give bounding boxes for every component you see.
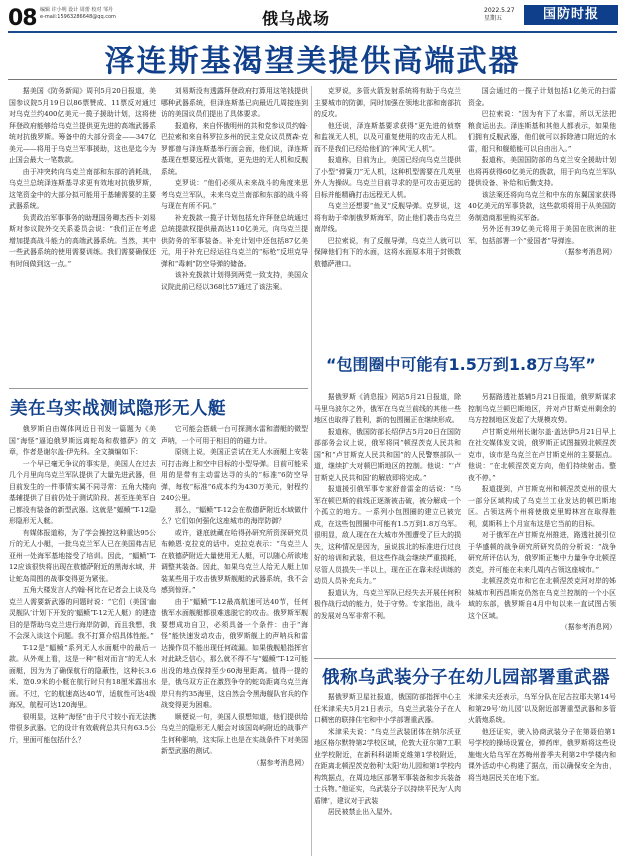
article5-paragraph: 他还证实，驶入协商武装分子在第聂伯第1号学校的操场设置仓，弹药库，俄罗斯将这些设施炮火给乌军在苏梅州普季夫利第2中学楼内和课外活动中心构建了据点，而以确保安全为由，将当地居民关在地下室。	[468, 727, 616, 782]
article2-col2	[161, 424, 308, 856]
article2-paragraph: 一个早已毫无争议的事实是，美国人在过去几个月里向乌克兰军队提供了大量先进武器，但目前发生的一件事情实属不同寻常：五角大楼向基辅提供了目前仍处于测试阶段、甚至连美军自己都没有装备的新型武器。这就是“蝠鲼”T-12隐形隐形无人艇。	[9, 459, 156, 525]
issue-date	[484, 7, 515, 23]
email-line: e-mail:15963286648@qq.com	[40, 14, 116, 20]
article2-source: （据参考消息网）	[252, 758, 308, 767]
article5-paragraph: 米津采夫还表示，乌军分队在尼古拉耶夫第14号和第29号‘幼儿园’以及附近部署重型武器和多管火箭炮系统。	[468, 693, 616, 724]
staff-line: 编辑 许小明 设计 周蕾 校对 邹丹	[40, 7, 113, 13]
article2-paragraph: 由于“蝠鲼”T-12最高航速可达40节，任何俄军水面舰艇都很难逃脱它的攻击。俄罗斯军舰要想成功自卫，必须具备一个条件：由于“海怪”能快速发动攻击，俄罗斯舰上的声呐兵和雷达操作员不能出现任何疏漏。如果俄舰船指挥官对此缺乏信心，那么就不得不与“蝠鲼”T-12可能出没的地点保持至少60海里距离。值得一提的是，俄乌双方正在激烈争夺的蛇岛距离乌克兰海岸只有约35海里，这自然会令黑海舰队官兵的作战变得更为困难。	[161, 597, 308, 709]
divider	[314, 658, 616, 659]
article4-paragraph: 卢甘斯克州州长谢尔盖·盖达伊5月21日早上在社交媒体发文说，俄罗斯正试图摧毁北顿涅茨克市，该市是乌克兰在卢甘斯克州的主要据点。他说：“在北顿涅茨克方向，他们持续射击。整夜不停。”	[468, 427, 616, 482]
article1-paragraph: 补充拨款一揽子计划包括允许拜登总统通过总统提款权提供最高达110亿美元，向乌克兰提供防务的军事装备。补充计划中还包括87亿美元，用于补充已经运往乌克兰的“标枪”反坦克导弹和“毒刺”防空导弹的储备。	[161, 213, 308, 268]
article4-paragraph: 报道提到，卢甘斯克州和顿涅茨克州的很大一部分区域构成了乌克兰工业发达的顿巴斯地区。占领这两个州将使俄克里姆林宫在取得胜利，莫斯科上个月宣布这是它当前的目标。	[468, 485, 616, 528]
header-rule	[8, 31, 617, 33]
page-header	[0, 0, 625, 32]
article1-paragraph: 刘易斯没有透露拜登政府打算用这笔钱提供哪种武器系统，但泽连斯基已向最近几周接连到访的美国议员们提出了具体要求。	[161, 87, 308, 118]
weekday-text: 星期五	[484, 15, 503, 22]
article3-paragraph: 巴拉索说，有了反舰导弹，乌克兰人就可以保障他们有下的水面，这将水面原本用于封锁数敖德萨港口。	[314, 236, 461, 268]
article3-source: （据参考消息网）	[560, 248, 616, 256]
article3-paragraph: 国会通过的一揽子计划包括1亿美元的扫雷资金。	[468, 87, 616, 107]
article4-paragraph: 据俄罗斯《消息报》网站5月21日报道，除马里乌波尔之外，俄军在乌克兰前线的其他一些地区也取得了胜利，新的包围圈正在继续形成。	[314, 393, 461, 424]
article3-paragraph: 另外还有39亿美元将用于美国在欧洲的驻军，包括部署一个“爱国者”导弹连。	[468, 225, 616, 245]
section-title: 俄乌战场	[262, 9, 331, 28]
article4-paragraph: 报道认为，乌克兰军队已经失去开展任何积极作战行动的能力，处于守势。专家指出，战斗的发展对乌军非常不利。	[314, 588, 461, 620]
article2-paragraph: 原则上说，美国正尝试在无人水面艇上安装可打击海上和空中目标的小型导弹。目前可能采用的是带有主动雷达寻的头的“标准”6防空导弹，每枚“标准”6成本约为430万美元，射程约240公里。	[161, 448, 308, 502]
article3-paragraph: 乌克兰还想要“鱼叉”反舰导弹。克罗说，这将有助于牵制俄罗斯海军，防止他们袭击乌克兰南岸线。	[314, 202, 461, 233]
article5-col2	[468, 692, 616, 856]
article2-paragraph: 或许，谜底就藏在哈得孙研究所资深研究员布赖恩·克拉克的话中。克拉克表示：“乌克兰人在敖德萨附近大量使用无人艇，可以随心所欲地调整其装备。因此，如果乌克兰人给无人艇上加装某些用于攻击俄罗斯舰艇的武器系统，我不会感到惊讶。”	[161, 528, 308, 594]
article3-paragraph: 巴拉索说：“因为有下了水雷，所以无法把粮食运出去。泽连斯基和其他人都表示，如果他们拥有反舰武器，他们就可以拆除港口附近的水雷，船只和舰船能可以自由出入。”	[468, 110, 616, 153]
article5-paragraph: 居民被禁止出入屋外。	[327, 808, 397, 816]
article2-col1	[9, 424, 156, 856]
masthead-logo: 国防时报	[524, 5, 618, 25]
page-number: 08	[8, 6, 37, 31]
article4-col1	[314, 392, 461, 654]
article4-headline-box	[314, 349, 616, 385]
article4-paragraph: 报道称，俄国防部长绍伊古5月20日在国防部部务会议上说，俄军将同“顿涅茨克人民共和国”和“卢甘斯克人民共和国”的人民警察部队一道，继续扩大对顿巴斯地区的控制。他说：“‘卢甘斯克人民共和国’的解放即将完成。”	[314, 427, 461, 482]
article1-col2	[161, 86, 308, 384]
article2-paragraph: 五角大楼发言人约翰·柯比在记者会上谈及乌克兰人需要新武器的问题时说：“它们（美国‘幽灵舰队’计划下开发的‘蝠鲼’T-12无人艇）的建造目的是帮助乌克兰进行海岸防御，而且我想，我不会深入谈这个问题。我不打算介绍具体性能。”	[9, 586, 156, 640]
divider	[9, 388, 308, 389]
article2-paragraph: 那么，“蝠鲼”T-12会在敖德萨附近水域做什么？它们如何强化这座城市的海岸防御？	[161, 505, 308, 525]
article2-paragraph: T-12是“蝠鲼”系列无人水面艇中的最后一款。从外观上看，这是一种“相对而言”的无人水面艇，因为为了确保航行的隐蔽性，这种长3.6米、宽0.9米的小艇在航行时只有18厘米露出水面。不过，它的航速高达40节，适航性可达4级海况，航程可达120海里。	[9, 643, 156, 709]
article5-paragraph: 据俄罗斯卫星社报道，俄国防部指挥中心主任米津采夫5月21日表示，乌克兰武装分子在人口稠密的联排住宅和中小学部署重武器。	[314, 693, 461, 724]
staff-credits	[40, 7, 130, 21]
article4-paragraph: 北顿涅茨克市和它在北顿涅茨克河对岸的姊妹城市利西昌斯克仍然在乌克兰控制的一个小区域的东部，俄罗斯自4月中旬以来一直试图占领这个区域。	[468, 577, 616, 620]
article1-paragraph: 该补充拨款计划得到两党一致支持，美国众议院此前已经以368比57通过了该法案。	[161, 271, 308, 291]
article3-paragraph: 他还说，泽连斯基要求获得“更先进的侦察和监视无人机，以及可重复使用的攻击无人机。而不是我们已经给他们的‘神风’无人机”。	[314, 121, 461, 153]
article3-paragraph: 该法案还将向乌克兰和中东的东翼国家获得40亿美元的军事贷款，这些款项将用于从美国防务制造商那里购买军备。	[468, 190, 616, 222]
article1-paragraph: 由于冲突转向乌克兰南部和东部的消耗战，乌克兰总统泽连斯基寻求更有效地对抗俄罗斯，这笔资金中的大部分拟可能用于基辅需要的主要武器系统。	[9, 167, 156, 210]
article3-col1	[314, 86, 461, 344]
article5-paragraph: 米津采夫说：“乌克兰武装团体在纳尔沃亚地区格尔默特第2学校区域，伦敦大亚尔第7工职业学校附近，在新科科诺斯克维第1学校附近，在距离北顿涅茨克勃利‘太阳’幼儿园和第1学校内构筑据点，在周边地区部署军事装备和步兵装备士兵物。”他证实，乌武装分子以持续平民为‘人肉盾牌’，建议对于武装	[314, 727, 461, 805]
article5-col1	[314, 692, 461, 856]
headline-rule	[8, 79, 617, 80]
article1-paragraph: 克罗说：“他们必须从未来战斗的角度来思考乌克兰军队，未来乌克兰南部和东部的战斗将与现在有所不同。”	[161, 179, 308, 210]
article2-paragraph: 俄罗斯自由媒体网近日刊发一篇题为《美国“海怪”逼迫俄罗斯远离蛇岛和敖德萨》的文章，作者是谢尔盖·伊先科。全文摘编如下：	[9, 425, 156, 456]
article2-paragraph: 它可能会搭载一台可探测水雷和潜艇的微型声呐，一个可用于相目的的磁力计。	[161, 425, 308, 445]
article3-paragraph: 报道称，目前为止，美国已经向乌克兰提供了小型“弹簧刀”无人机，这种机型需要在几英里外人为操纵。乌克兰目前寻求的是可攻击更远的目标并能精确打击远程无人机。	[314, 156, 461, 199]
main-headline: 泽连斯基渴望美提供高端武器	[104, 44, 521, 79]
article4-paragraph: 报道援引俄军事专家舒普雷金的话说：“乌军在顿巴斯的前线正逐渐被击破，被分解成一个个孤立的地方。一系列小包围圈的建立已被完成，在这些包围圈中可能有1.5万到1.8万乌军。很明显，敌人现在在大城市外围遭受了巨大的损失，这种情况是因为，虽说拔北的标准进行过良好的培训和武装，但这些作战会继续严重损耗，尽管人员损失一半以上，现在正在靠未经训练的动员人员补充兵力。”	[314, 485, 461, 585]
article4-paragraph: 对于俄军在卢甘斯克州推进，路透社援引位于华盛顿的战争研究所研究员的分析说：“战争研究所评估认为，俄罗斯正集中力量争夺北顿涅茨克，并可能在未来几周内占领这座城市。”	[468, 531, 616, 574]
article4-source: （据参考消息网）	[560, 623, 616, 631]
article2-paragraph: 很明显，这种“海怪”由于尺寸较小而无法携带很多武器。它的设计有效载荷总共只有63.5公斤，里面可能包括什么？	[9, 712, 156, 744]
article3-paragraph: 报道称，美国国防部的乌克兰安全援助计划也将再获得60亿美元的拨款，用于向乌克兰军队提供设备、补给和后勤支持。	[468, 156, 616, 187]
article2-paragraph: 顺便说一句，美国人很想知道，他们提供给乌克兰的隐形无人艇会对该国岛屿附近的战事产生何种影响，这实际上也是在实战条件下对美国新型武器的测试。	[161, 712, 308, 755]
article2-headline: 美在乌实战测试隐形无人艇	[10, 399, 226, 419]
article4-headline: “包围圈中可能有1.5万到1.8万乌军”	[326, 355, 596, 374]
article1-col1	[9, 86, 156, 384]
column-divider	[311, 86, 312, 856]
date-text: 2022.5.27	[484, 7, 515, 14]
article4-col2	[468, 392, 616, 654]
article1-paragraph: 负责政治军事事务的助理国务卿杰西卡·刘易斯对参议院外交关系委员会说：“我们正在考虑增加提高战斗能力的高端武器系统。当然，其中一些武器系统的使用需要训练。我们需要确保还有时间做到这一点。”	[9, 213, 156, 268]
article5-headline: 俄称乌武装分子在幼儿园部署重武器	[322, 668, 610, 688]
article2-paragraph: 有媒体报道称，为了学会操控这种重达95公斤的无人小艇，一批乌克兰军人已在美国弗吉尼亚州一处海军基地接受了培训。因此，“蝠鲼”T-12应该很快将出现在敖德萨附近的黑海水域，并让蛇岛周围的战事变得更为紧张。	[9, 528, 156, 583]
article1-paragraph: 报道称，来自怀俄明州的共和党参议员约翰·巴拉索和来自科罗拉多州的民主党众议员贾森·克罗都曾与泽连斯基举行面会面，他们说，泽连斯基现在想要远程火箭炮，更先进的无人机和反舰系统。	[161, 121, 308, 176]
article1-paragraph: 据美国《防务新闻》周刊5月20日报道，美国参议院5月19日以86票赞成、11票反对通过对乌克兰约400亿美元一揽子援助计划，这将使拜登政府能够给乌克兰提供更先进的高端武器系统对抗俄罗斯。筹备中的大部分资金——347亿美元——将用于乌克兰军事援助，这也是迄今为止国会最大一笔数款。	[9, 87, 156, 164]
article3-col2	[468, 86, 616, 344]
article4-paragraph: 另据路透社基辅5月21日报道，俄罗斯谋求控制乌克兰顿巴斯地区，并对卢甘斯克州剩余的乌方控制地区发起了大规模攻势。	[468, 393, 616, 424]
article3-paragraph: 克罗说，多管火箭发射系统将有助于乌克兰主要城市的防御，同时加强在领地北部和南部抗的反攻。	[314, 87, 461, 118]
